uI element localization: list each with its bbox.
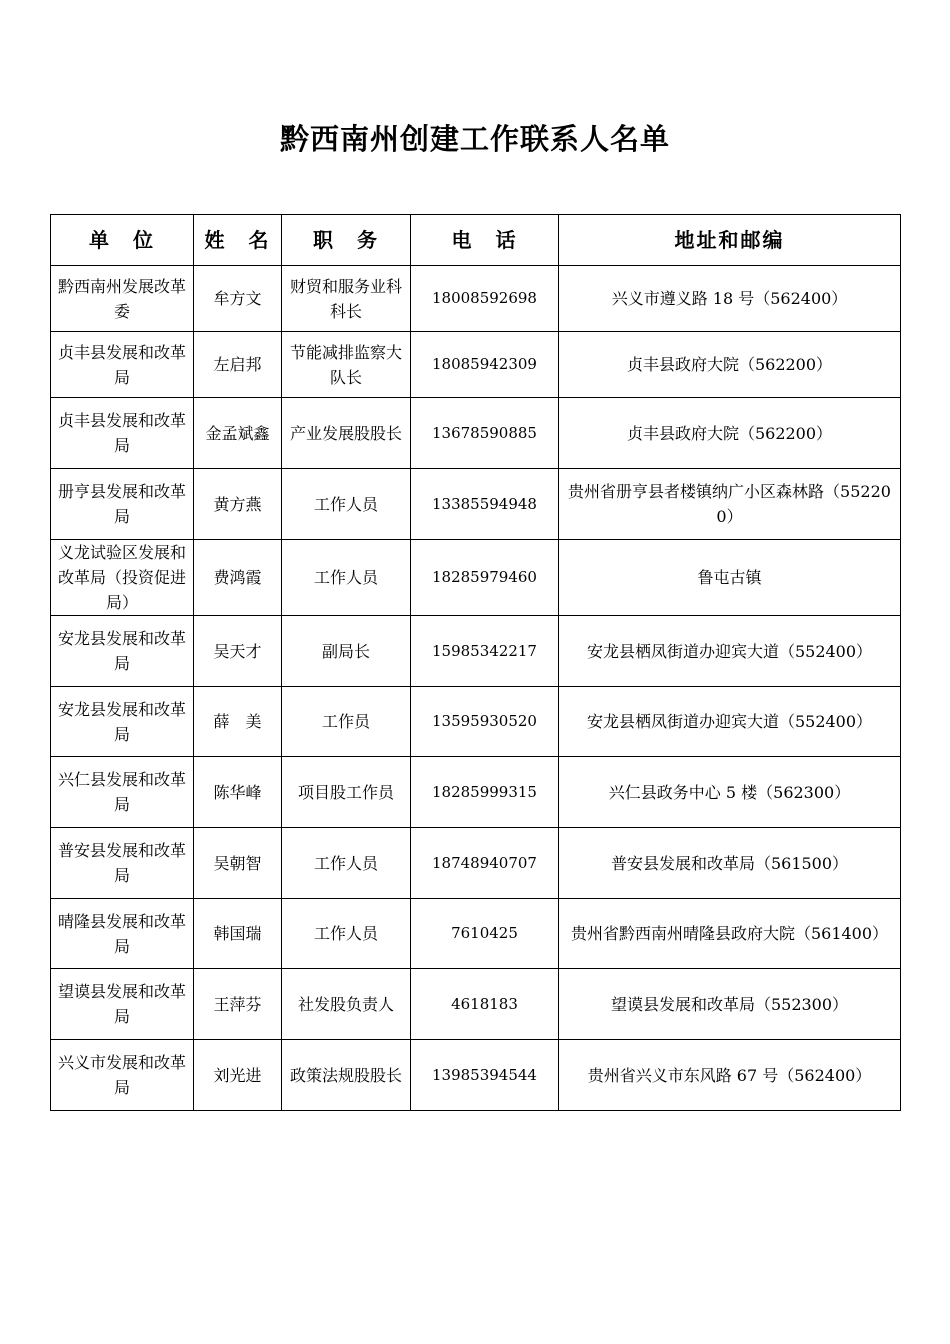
unit-cell: 晴隆县发展和改革局 (51, 899, 194, 969)
address-cell: 贵州省兴义市东风路 67 号（562400） (559, 1040, 901, 1111)
position-cell: 工作人员 (282, 540, 411, 616)
page-title: 黔西南州创建工作联系人名单 (279, 122, 670, 156)
phone-cell: 15985342217 (411, 616, 559, 687)
position-cell: 财贸和服务业科科长 (282, 266, 411, 332)
name-cell: 吴天才 (194, 616, 282, 687)
name-cell: 吴朝智 (194, 828, 282, 899)
table-row (51, 757, 901, 828)
unit-cell: 兴仁县发展和改革局 (51, 757, 194, 828)
table-row (51, 1040, 901, 1111)
name-cell: 韩国瑞 (194, 899, 282, 969)
position-cell: 项目股工作员 (282, 757, 411, 828)
table-row (51, 616, 901, 687)
phone-cell: 13985394544 (411, 1040, 559, 1111)
phone-cell: 13678590885 (411, 398, 559, 469)
position-cell: 工作人员 (282, 828, 411, 899)
phone-cell: 7610425 (411, 899, 559, 969)
table-row (51, 969, 901, 1040)
phone-cell: 18285979460 (411, 540, 559, 616)
table-row (51, 687, 901, 757)
position-cell: 工作员 (282, 687, 411, 757)
name-cell: 黄方燕 (194, 469, 282, 540)
address-cell: 安龙县栖凤街道办迎宾大道（552400） (559, 687, 901, 757)
position-cell: 工作人员 (282, 899, 411, 969)
table-body (51, 266, 901, 1111)
phone-cell: 13385594948 (411, 469, 559, 540)
address-cell: 安龙县栖凤街道办迎宾大道（552400） (559, 616, 901, 687)
address-cell: 贵州省册亨县者楼镇纳广小区森林路（552200） (559, 469, 901, 540)
unit-cell: 贞丰县发展和改革局 (51, 398, 194, 469)
address-cell: 贞丰县政府大院（562200） (559, 398, 901, 469)
phone-cell: 13595930520 (411, 687, 559, 757)
phone-cell: 4618183 (411, 969, 559, 1040)
address-cell: 贞丰县政府大院（562200） (559, 332, 901, 398)
position-cell: 副局长 (282, 616, 411, 687)
unit-cell: 望谟县发展和改革局 (51, 969, 194, 1040)
position-cell: 产业发展股股长 (282, 398, 411, 469)
phone-cell: 18085942309 (411, 332, 559, 398)
table-header-row (51, 215, 901, 266)
table-row (51, 828, 901, 899)
address-cell: 鲁屯古镇 (559, 540, 901, 616)
name-cell: 金孟斌鑫 (194, 398, 282, 469)
header-name: 姓 名 (194, 215, 282, 266)
address-cell: 兴仁县政务中心 5 楼（562300） (559, 757, 901, 828)
position-cell: 工作人员 (282, 469, 411, 540)
address-cell: 望谟县发展和改革局（552300） (559, 969, 901, 1040)
header-phone: 电 话 (411, 215, 559, 266)
name-cell: 刘光进 (194, 1040, 282, 1111)
unit-cell: 黔西南州发展改革委 (51, 266, 194, 332)
position-cell: 节能减排监察大队长 (282, 332, 411, 398)
header-address: 地址和邮编 (559, 215, 901, 266)
name-cell: 左启邦 (194, 332, 282, 398)
table-row (51, 332, 901, 398)
table-row (51, 398, 901, 469)
unit-cell: 贞丰县发展和改革局 (51, 332, 194, 398)
position-cell: 社发股负责人 (282, 969, 411, 1040)
unit-cell: 义龙试验区发展和改革局（投资促进局） (51, 540, 194, 616)
name-cell: 薛 美 (194, 687, 282, 757)
address-cell: 兴义市遵义路 18 号（562400） (559, 266, 901, 332)
table-row (51, 899, 901, 969)
table-row (51, 540, 901, 616)
unit-cell: 普安县发展和改革局 (51, 828, 194, 899)
phone-cell: 18748940707 (411, 828, 559, 899)
name-cell: 王萍芬 (194, 969, 282, 1040)
table-row (51, 266, 901, 332)
name-cell: 陈华峰 (194, 757, 282, 828)
address-cell: 普安县发展和改革局（561500） (559, 828, 901, 899)
unit-cell: 安龙县发展和改革局 (51, 687, 194, 757)
address-cell: 贵州省黔西南州晴隆县政府大院（561400） (559, 899, 901, 969)
phone-cell: 18285999315 (411, 757, 559, 828)
position-cell: 政策法规股股长 (282, 1040, 411, 1111)
unit-cell: 安龙县发展和改革局 (51, 616, 194, 687)
unit-cell: 兴义市发展和改革局 (51, 1040, 194, 1111)
table-row (51, 469, 901, 540)
header-unit: 单 位 (51, 215, 194, 266)
unit-cell: 册亨县发展和改革局 (51, 469, 194, 540)
header-position: 职 务 (282, 215, 411, 266)
contacts-table (50, 214, 901, 1111)
name-cell: 费鸿霞 (194, 540, 282, 616)
name-cell: 牟方文 (194, 266, 282, 332)
phone-cell: 18008592698 (411, 266, 559, 332)
